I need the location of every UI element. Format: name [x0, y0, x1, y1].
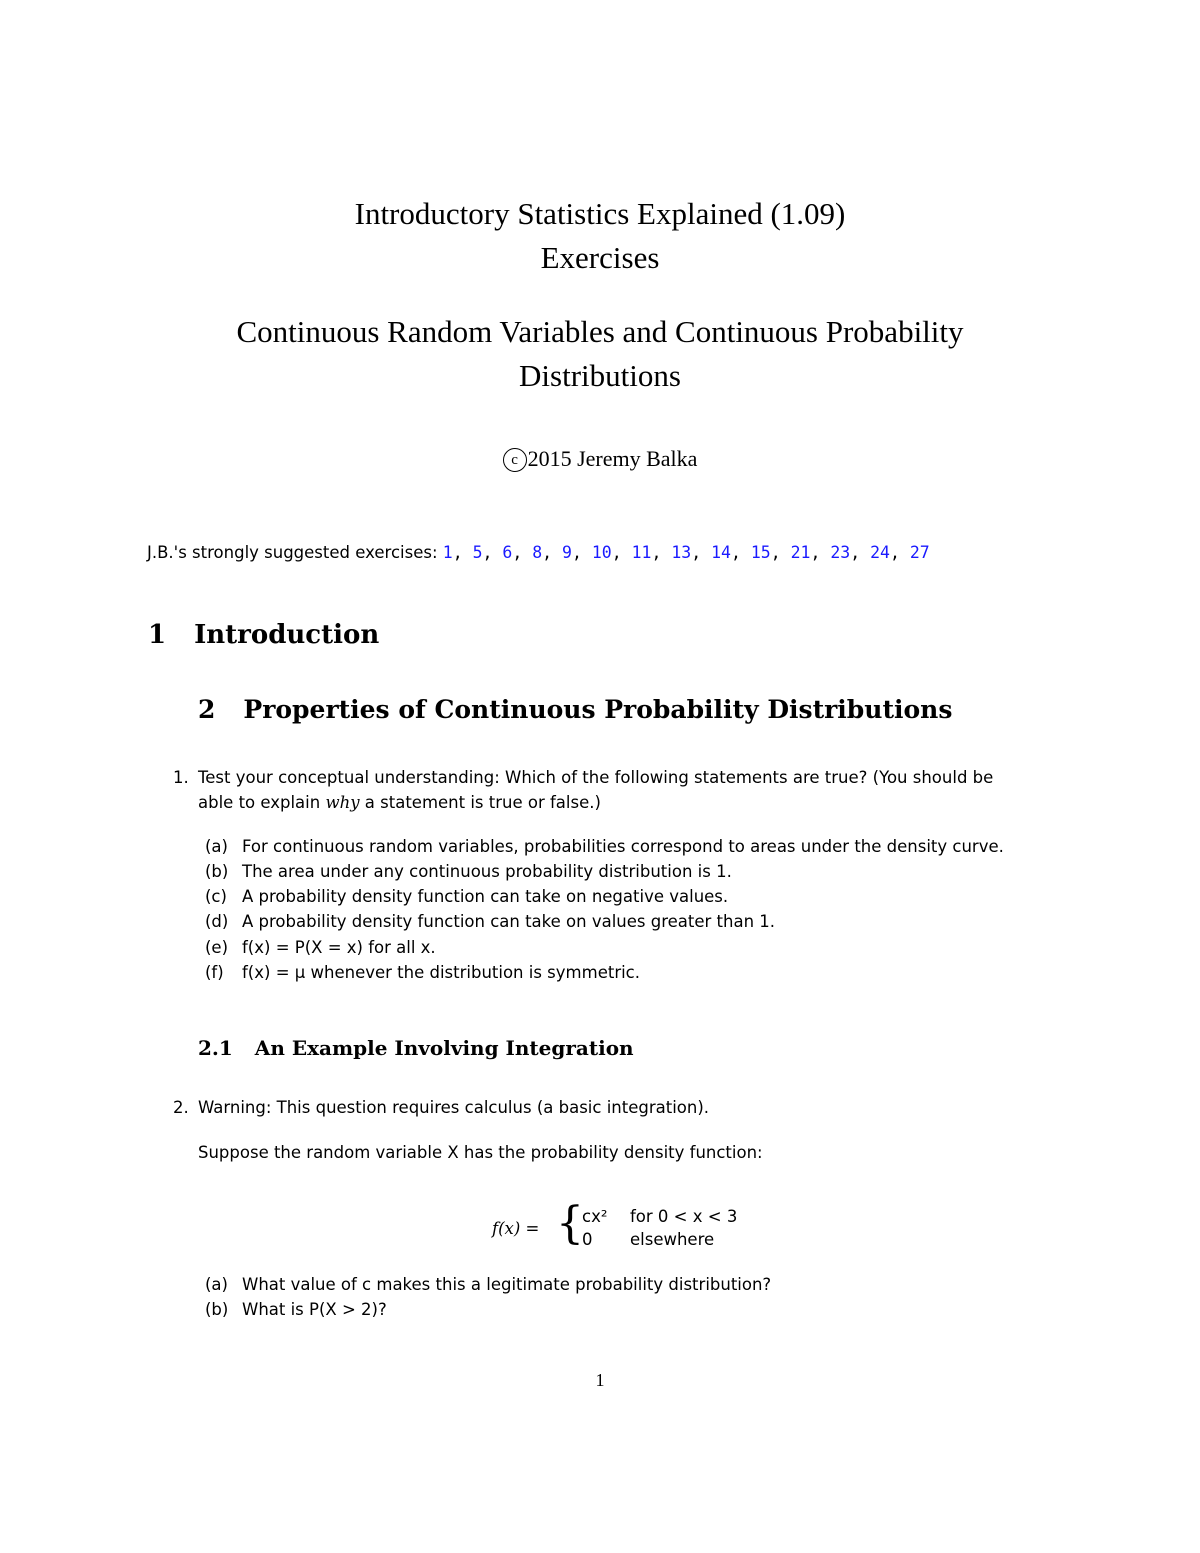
exercise-link[interactable]: 1 [442, 543, 453, 562]
section-title: Introduction [194, 620, 380, 650]
section-1-heading [148, 620, 379, 650]
formula-case1-expr: cx² [582, 1207, 608, 1226]
document-subtitle-exercises: Exercises [540, 240, 660, 275]
section-title: An Example Involving Integration [254, 1036, 634, 1060]
emphasis-why: why [325, 793, 360, 812]
exercise-link[interactable]: 23 [830, 543, 851, 562]
q1-part-label: (d) [205, 912, 229, 931]
section-title: Properties of Continuous Probability Distributions [243, 695, 953, 724]
q1-part-text: For continuous random variables, probabilities correspond to areas under the density curve. [242, 837, 1004, 856]
question-1-line2: able to explain why a statement is true or false.) [198, 793, 601, 812]
q2-part-label: (b) [205, 1300, 229, 1319]
exercise-link[interactable]: 14 [711, 543, 731, 562]
question-2-line1: Warning: This question requires calculus (a basic integration). [198, 1098, 710, 1117]
exercise-link[interactable]: 9 [562, 543, 572, 562]
brace-symbol: { [556, 1198, 584, 1249]
exercise-link[interactable]: 11 [631, 543, 652, 562]
question-2-line2: Suppose the random variable X has the probability density function: [198, 1143, 763, 1162]
document-title: Introductory Statistics Explained (1.09) [354, 196, 846, 231]
exercise-link[interactable]: 24 [870, 543, 890, 562]
q2-part-text: What value of c makes this a legitimate probability distribution? [242, 1275, 772, 1294]
q1-part-text: f(x) = P(X = x) for all x. [242, 938, 436, 957]
exercise-link[interactable]: 21 [790, 543, 811, 562]
q2-part-label: (a) [205, 1275, 228, 1294]
copyright-line [0, 446, 1200, 472]
subsection-2-1-heading [198, 1036, 634, 1060]
page-number: 1 [595, 1370, 605, 1390]
chapter-title-line1: Continuous Random Variables and Continuous Probability [236, 314, 964, 349]
exercise-link[interactable]: 27 [909, 543, 930, 562]
q1-part-text: A probability density function can take on values greater than 1. [242, 912, 776, 931]
chapter-title-line2: Distributions [519, 358, 681, 393]
suggested-exercises [147, 543, 930, 562]
q1-part-text: A probability density function can take on negative values. [242, 887, 729, 906]
formula-lhs: f(x) = [492, 1219, 540, 1238]
suggested-label: J.B.'s strongly suggested exercises: [147, 543, 438, 562]
exercise-link[interactable]: 8 [532, 543, 543, 562]
q1-part-text: The area under any continuous probability distribution is 1. [242, 862, 732, 881]
question-2-number: 2. [173, 1098, 189, 1117]
section-number: 2 [198, 695, 216, 724]
question-1-number: 1. [173, 768, 189, 787]
exercise-link[interactable]: 5 [472, 543, 483, 562]
suggested-list: 1, 5, 6, 8, 9, 10, 11, 13, 14, 15, 21, 23, 24, 27 [442, 543, 930, 562]
exercise-link[interactable]: 15 [750, 543, 771, 562]
section-number: 2.1 [198, 1036, 233, 1060]
q1-part-text: f(x) = μ whenever the distribution is symmetric. [242, 963, 640, 982]
formula-case2-cond: elsewhere [630, 1230, 715, 1249]
copyright-text: 2015 Jeremy Balka [527, 446, 698, 471]
exercise-link[interactable]: 6 [502, 543, 513, 562]
copyright-icon: c [503, 448, 527, 472]
q1-part-label: (b) [205, 862, 229, 881]
q1-part-label: (c) [205, 887, 227, 906]
q1-part-label: (a) [205, 837, 228, 856]
section-number: 1 [148, 620, 167, 650]
section-2-heading [198, 695, 952, 724]
formula-case1-cond: for 0 < x < 3 [630, 1207, 738, 1226]
q1-part-label: (e) [205, 938, 229, 957]
q1-part-label: (f) [205, 963, 224, 982]
question-1-line1: Test your conceptual understanding: Which of the following statements are true? (You should be [198, 768, 994, 787]
q2-part-text: What is P(X > 2)? [242, 1300, 387, 1319]
exercise-link[interactable]: 10 [591, 543, 612, 562]
exercise-link[interactable]: 13 [671, 543, 692, 562]
formula-case2-expr: 0 [582, 1230, 593, 1249]
